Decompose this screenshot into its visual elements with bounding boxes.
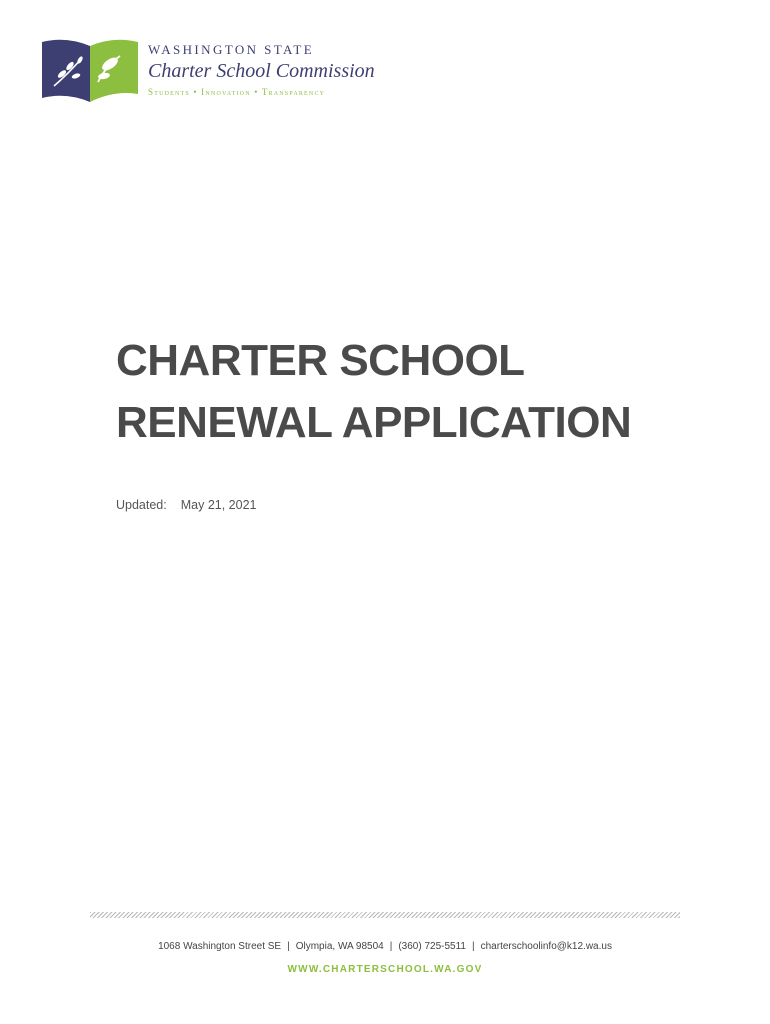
commission-logo (40, 36, 375, 104)
footer-email-link[interactable]: charterschoolinfo@k12.wa.us (480, 941, 612, 952)
footer-separator: | (389, 941, 393, 952)
logo-commission-name: Charter School Commission (148, 60, 375, 82)
footer-street: 1068 Washington Street SE (158, 941, 282, 952)
updated-info (116, 498, 256, 512)
footer-phone[interactable]: (360) 725-5511 (398, 941, 466, 952)
footer-contact (0, 941, 770, 952)
updated-date: May 21, 2021 (180, 498, 257, 512)
title-line-1: CHARTER SCHOOL (116, 336, 525, 385)
updated-label: Updated: (116, 498, 167, 512)
logo-tagline: Students • Innovation • Transparency (148, 87, 326, 97)
logo-state-name: WASHINGTON STATE (148, 42, 315, 57)
footer-separator: | (287, 941, 290, 952)
logo-wordmark (148, 36, 378, 98)
footer-divider (90, 912, 680, 918)
open-book-leaf-icon (40, 36, 140, 102)
document-title (116, 330, 716, 454)
title-line-2: RENEWAL APPLICATION (116, 398, 632, 447)
footer-separator: | (472, 941, 475, 952)
footer-website-link[interactable]: WWW.CHARTERSCHOOL.WA.GOV (287, 964, 483, 975)
footer-city: Olympia, WA 98504 (295, 941, 384, 952)
